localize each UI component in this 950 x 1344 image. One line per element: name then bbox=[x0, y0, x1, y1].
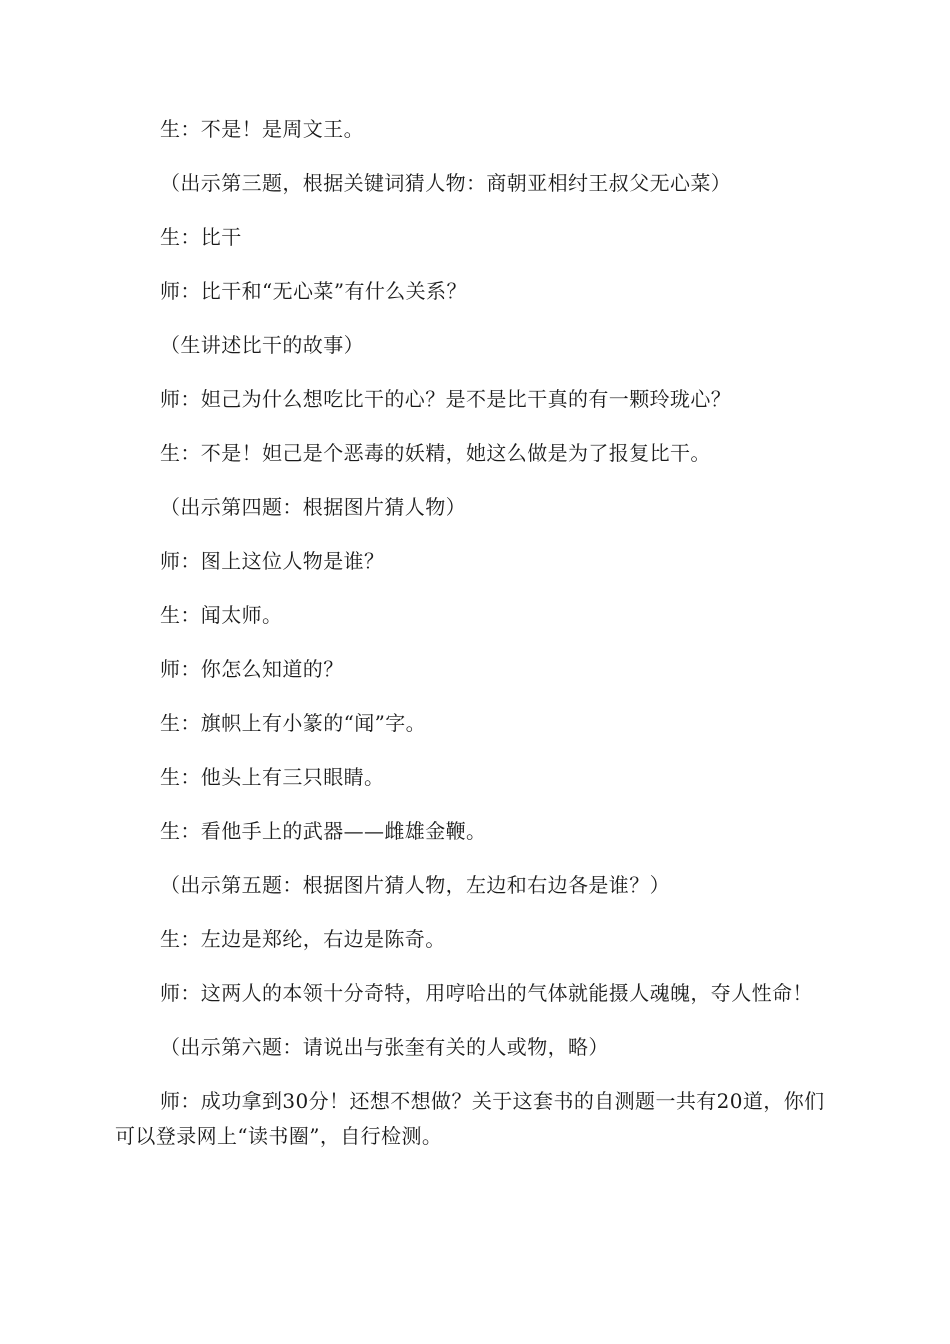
paragraph-14: 生：看他手上的武器——雌雄金鞭。 bbox=[160, 819, 487, 843]
paragraph-17: 师：这两人的本领十分奇特，用哼哈出的气体就能摄人魂魄，夺人性命！ bbox=[160, 981, 813, 1005]
paragraph-2: （出示第三题，根据关键词猜人物：商朝亚相纣王叔父无心菜） bbox=[160, 171, 732, 195]
paragraph-15: （出示第五题：根据图片猜人物，左边和右边各是谁？） bbox=[160, 873, 670, 897]
paragraph-3: 生：比干 bbox=[160, 225, 242, 249]
paragraph-16: 生：左边是郑纶，右边是陈奇。 bbox=[160, 927, 446, 951]
paragraph-10: 生：闻太师。 bbox=[160, 603, 283, 627]
paragraph-19: 师：成功拿到30分！还想不想做？关于这套书的自测题一共有20道，你们可以登录网上“读书圈”，自行检测。 bbox=[115, 1089, 825, 1148]
paragraph-7: 生：不是！妲己是个恶毒的妖精，她这么做是为了报复比干。 bbox=[160, 441, 711, 465]
paragraph-12: 生：旗帜上有小篆的“闻”字。 bbox=[160, 711, 427, 735]
paragraph-8: （出示第四题：根据图片猜人物） bbox=[160, 495, 466, 519]
paragraph-13: 生：他头上有三只眼睛。 bbox=[160, 765, 385, 789]
paragraph-6: 师：妲己为什么想吃比干的心？是不是比干真的有一颗玲珑心？ bbox=[160, 387, 732, 411]
paragraph-11: 师：你怎么知道的？ bbox=[160, 657, 344, 681]
paragraph-1: 生：不是！是周文王。 bbox=[160, 117, 364, 141]
paragraph-9: 师：图上这位人物是谁？ bbox=[160, 549, 385, 573]
paragraph-4: 师：比干和“无心菜”有什么关系？ bbox=[160, 279, 467, 303]
paragraph-5: （生讲述比干的故事） bbox=[160, 333, 364, 357]
document-body bbox=[115, 112, 835, 1173]
paragraph-18: （出示第六题：请说出与张奎有关的人或物，略） bbox=[160, 1035, 609, 1059]
